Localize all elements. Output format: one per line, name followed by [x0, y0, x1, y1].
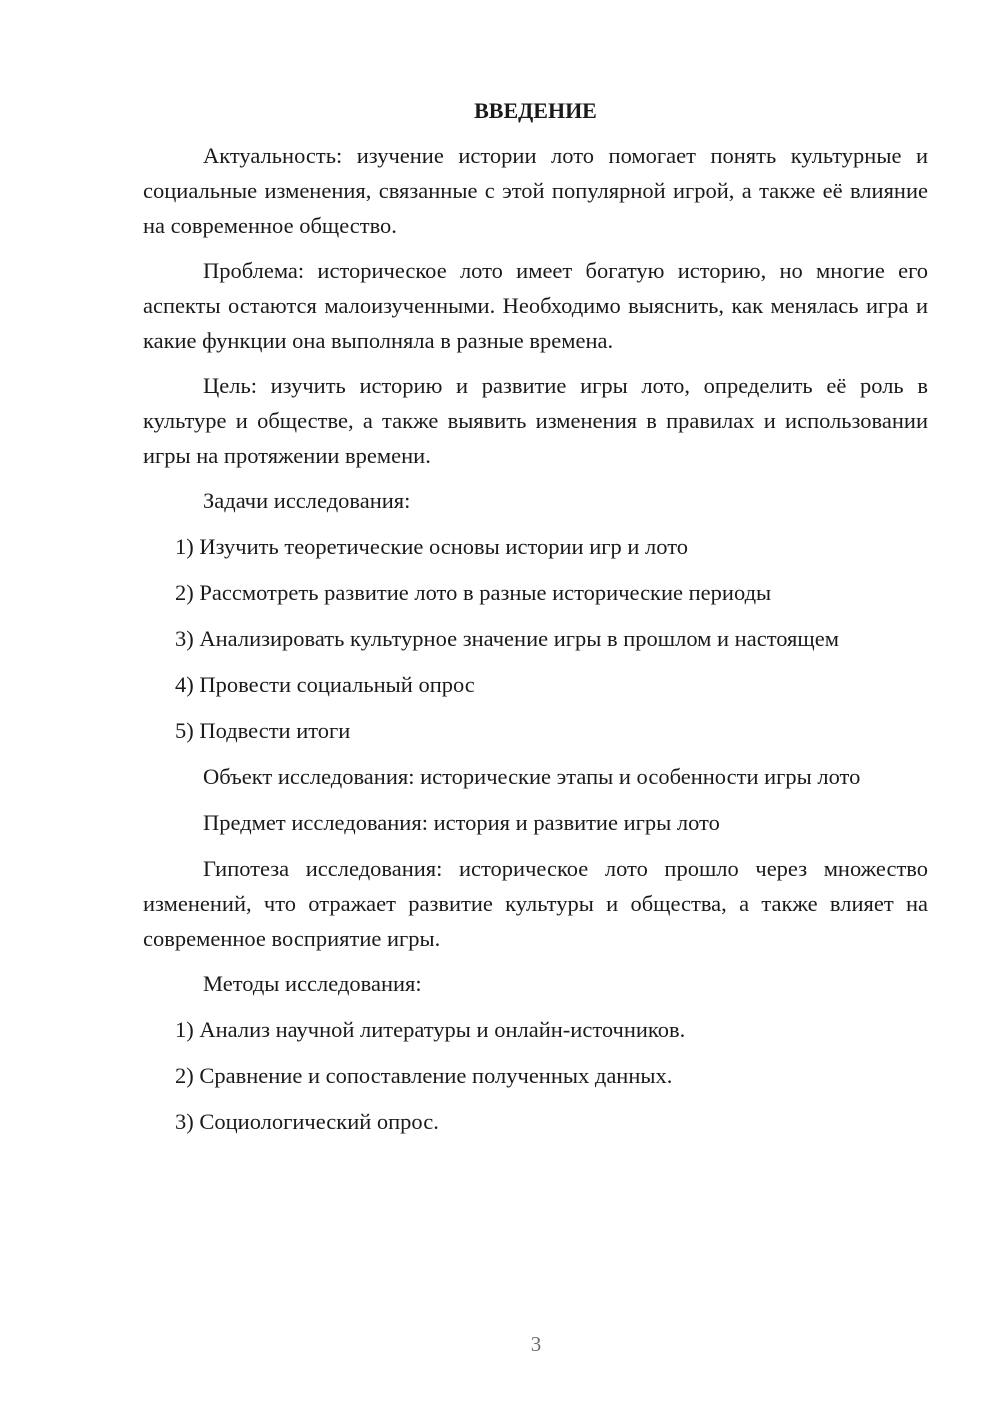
subject-paragraph: Предмет исследования: история и развитие игры лото [203, 810, 720, 835]
list-item: 1) Анализ научной литературы и онлайн-источников. [175, 1017, 686, 1042]
section-title: ВВЕДЕНИЕ [474, 98, 597, 123]
list-item: 5) Подвести итоги [175, 718, 351, 743]
list-item: 1) Изучить теоретические основы истории игр и лото [175, 534, 688, 559]
list-item: 2) Сравнение и сопоставление полученных данных. [175, 1063, 673, 1088]
methods-heading: Методы исследования: [203, 971, 422, 996]
goal-paragraph: Цель: изучить историю и развитие игры лото, определить её роль в культуре и обществе, а также выявить изменения в правилах и использовании игры на протяжении времени. [143, 373, 928, 468]
list-item: 4) Провести социальный опрос [175, 672, 475, 697]
object-paragraph: Объект исследования: исторические этапы и особенности игры лото [203, 764, 861, 789]
methods-list [143, 1012, 928, 1139]
problem-paragraph: Проблема: историческое лото имеет богатую историю, но многие его аспекты остаются малоизученными. Необходимо выяснить, как менялась игра и какие функции она выполняла в разные времена. [143, 258, 928, 353]
tasks-heading: Задачи исследования: [203, 488, 411, 513]
list-item: 2) Рассмотреть развитие лото в разные исторические периоды [175, 580, 772, 605]
tasks-list [143, 529, 928, 748]
document-body [143, 93, 928, 1150]
hypothesis-paragraph: Гипотеза исследования: историческое лото прошло через множество изменений, что отражает развитие культуры и общества, а также влияет на современное восприятие игры. [143, 856, 928, 951]
list-item: 3) Анализировать культурное значение игры в прошлом и настоящем [175, 626, 839, 651]
page-number: 3 [530, 1332, 542, 1356]
relevance-paragraph: Актуальность: изучение истории лото помогает понять культурные и социальные изменения, связанные с этой популярной игрой, а также её влияние на современное общество. [143, 143, 928, 238]
list-item: 3) Социологический опрос. [175, 1109, 439, 1134]
